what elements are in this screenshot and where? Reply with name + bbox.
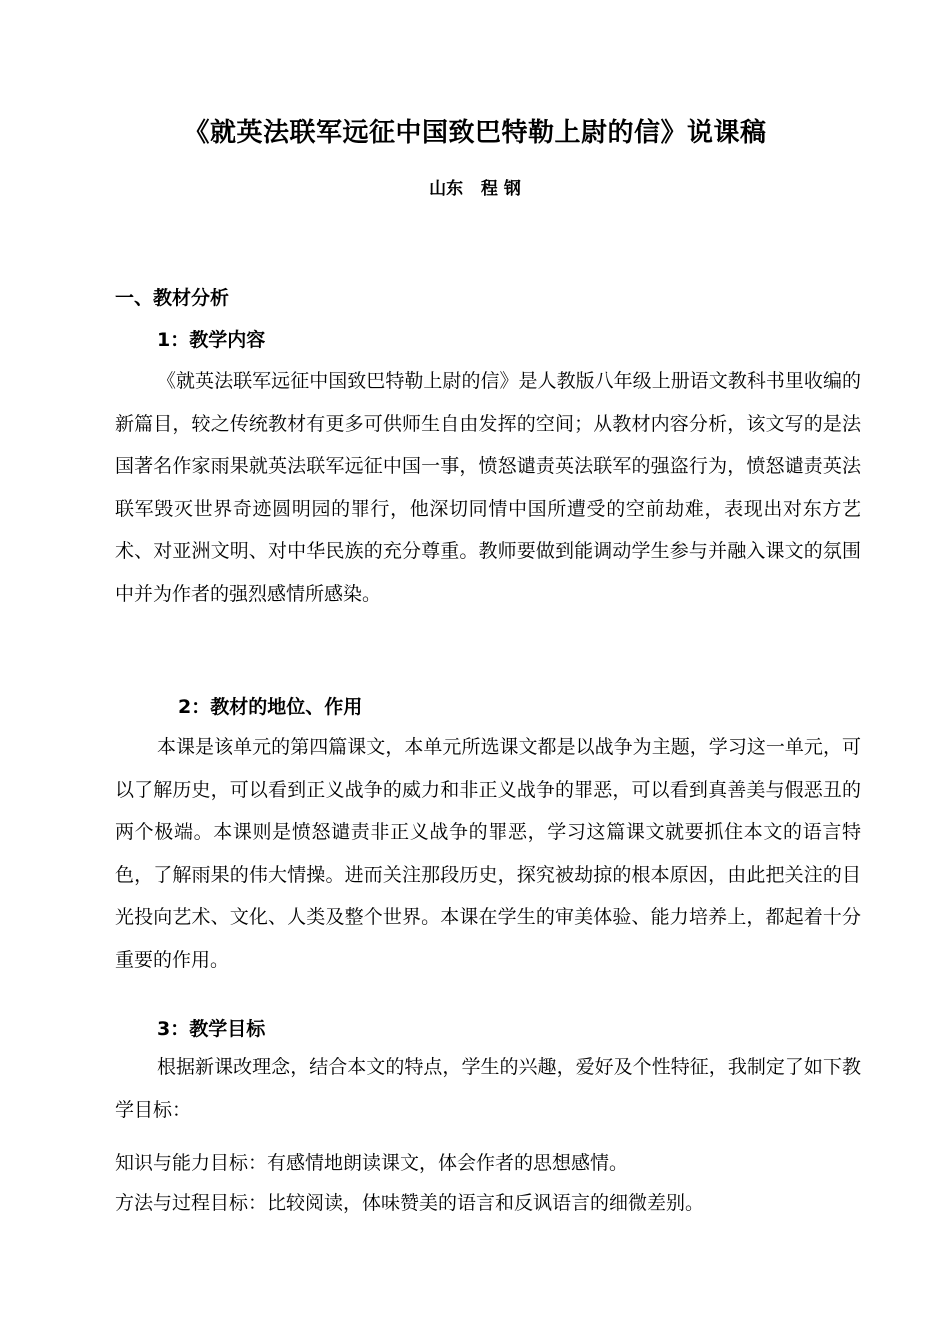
document-title: 《就英法联军远征中国致巴特勒上尉的信》说课稿 — [183, 118, 767, 148]
goal-method-process: 方法与过程目标：比较阅读，体味赞美的语言和反讽语言的细微差别。 — [115, 1192, 705, 1214]
document-author: 山东 程 钢 — [429, 179, 521, 199]
subsection-heading-teaching-goals: 3：教学目标 — [157, 1018, 266, 1040]
paragraph-teaching-content: 《就英法联军远征中国致巴特勒上尉的信》是人教版八年级上册语文教科书里收编的新篇目，较之传统教材有更多可供师生自由发挥的空间；从教材内容分析，该文写的是法国著名作家雨果就英法联军远征中国一事，愤怒谴责英法联军的强盗行为，愤怒谴责英法联军毁灭世界奇迹圆明园的罪行，他深切同情中国所遭受的空前劫难，表现出对东方艺术、对亚洲文明、对中华民族的充分尊重。教师要做到能调动学生参与并融入课文的氛围中并为作者的强烈感情所感染。 — [115, 370, 861, 605]
paragraph-textbook-role: 本课是该单元的第四篇课文，本单元所选课文都是以战争为主题，学习这一单元，可以了解历史，可以看到正义战争的威力和非正义战争的罪恶，可以看到真善美与假恶丑的两个极端。本课则是愤怒谴责非正义战争的罪恶，学习这篇课文就要抓住本文的语言特色，了解雨果的伟大情操。进而关注那段历史，探究被劫掠的根本原因，由此把关注的目光投向艺术、文化、人类及整个世界。本课在学生的审美体验、能力培养上，都起着十分重要的作用。 — [115, 736, 861, 971]
subsection-heading-textbook-role: 2：教材的地位、作用 — [178, 696, 363, 718]
section-heading-textbook-analysis: 一、教材分析 — [115, 287, 230, 309]
paragraph-teaching-goals-intro: 根据新课改理念，结合本文的特点，学生的兴趣，爱好及个性特征，我制定了如下教学目标： — [115, 1056, 861, 1121]
subsection-heading-teaching-content: 1：教学内容 — [157, 329, 266, 351]
goal-knowledge-ability: 知识与能力目标：有感情地朗读课文，体会作者的思想感情。 — [115, 1152, 629, 1174]
